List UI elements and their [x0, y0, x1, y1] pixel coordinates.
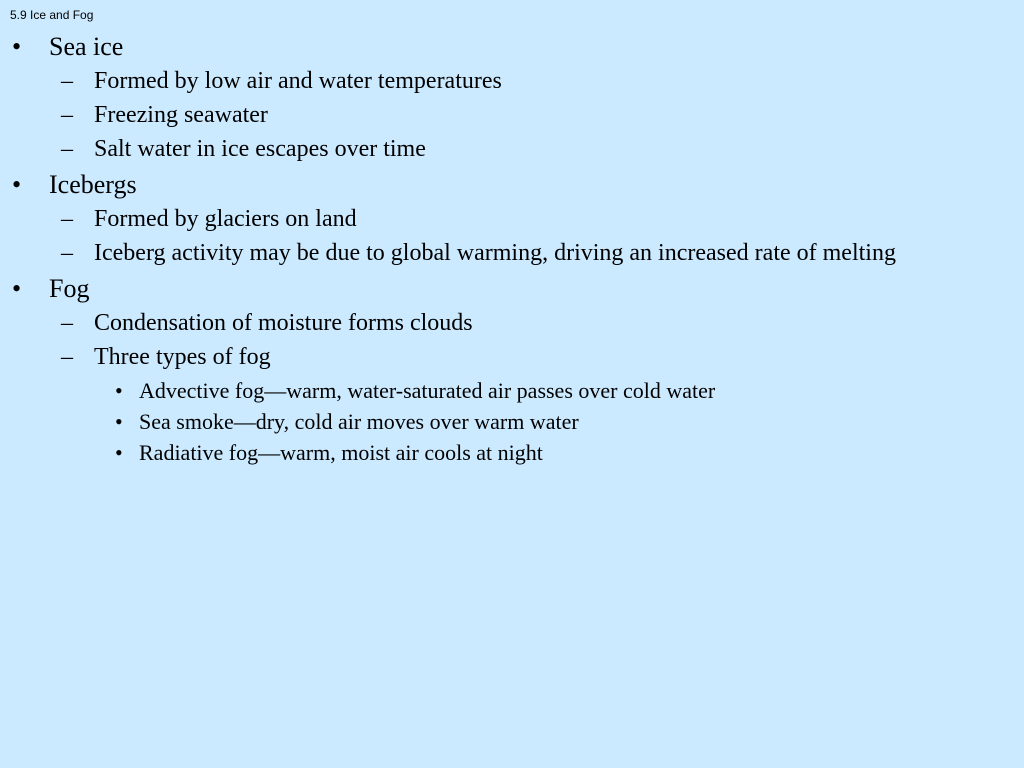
sub-sub-bullet-text: Radiative fog—warm, moist air cools at night: [139, 440, 543, 465]
dash-icon: –: [61, 206, 73, 232]
section-fog: [0, 274, 1024, 466]
sub-bullet-text: Salt water in ice escapes over time: [94, 136, 426, 162]
sub-sub-bullet-text: Sea smoke—dry, cold air moves over warm water: [139, 409, 579, 434]
bullet-heading: [0, 32, 1024, 62]
bullet-heading-text: Fog: [49, 274, 90, 303]
sub-bullet-text: Freezing seawater: [94, 102, 268, 128]
section-icebergs: [0, 170, 1024, 267]
sub-sub-bullet: [0, 378, 1024, 404]
bullet-dot-icon: •: [12, 274, 22, 303]
sub-bullet: [0, 310, 1024, 337]
dash-icon: –: [61, 240, 73, 266]
sub-sub-bullet: [0, 440, 1024, 466]
bullet-heading: [0, 274, 1024, 304]
bullet-dot-icon: •: [115, 409, 123, 434]
section-sea-ice: [0, 32, 1024, 163]
dash-icon: –: [61, 68, 73, 94]
sub-bullet-text: Three types of fog: [94, 344, 271, 370]
sub-bullet: [0, 206, 1024, 233]
sub-sub-bullet: [0, 409, 1024, 435]
bullet-heading: [0, 170, 1024, 200]
sub-bullet: [0, 102, 1024, 129]
bullet-dot-icon: •: [12, 32, 22, 61]
sub-bullet-text: Iceberg activity may be due to global warming, driving an increased rate of melting: [94, 240, 896, 266]
sub-bullet: [0, 68, 1024, 95]
bullet-dot-icon: •: [115, 440, 123, 465]
sub-bullet: [0, 240, 1024, 267]
slide-title: 5.9 Ice and Fog: [10, 8, 94, 22]
sub-bullet-text: Condensation of moisture forms clouds: [94, 310, 473, 336]
sub-bullet-text: Formed by glaciers on land: [94, 206, 357, 232]
bullet-list: [0, 30, 1024, 471]
sub-sub-bullet-text: Advective fog—warm, water-saturated air passes over cold water: [139, 378, 716, 403]
dash-icon: –: [61, 310, 73, 336]
bullet-heading-text: Sea ice: [49, 32, 124, 61]
dash-icon: –: [61, 102, 73, 128]
dash-icon: –: [61, 136, 73, 162]
bullet-dot-icon: •: [115, 378, 123, 403]
dash-icon: –: [61, 344, 73, 370]
sub-bullet-text: Formed by low air and water temperatures: [94, 68, 502, 94]
sub-bullet: [0, 344, 1024, 371]
bullet-heading-text: Icebergs: [49, 170, 137, 199]
bullet-dot-icon: •: [12, 170, 22, 199]
sub-bullet: [0, 136, 1024, 163]
